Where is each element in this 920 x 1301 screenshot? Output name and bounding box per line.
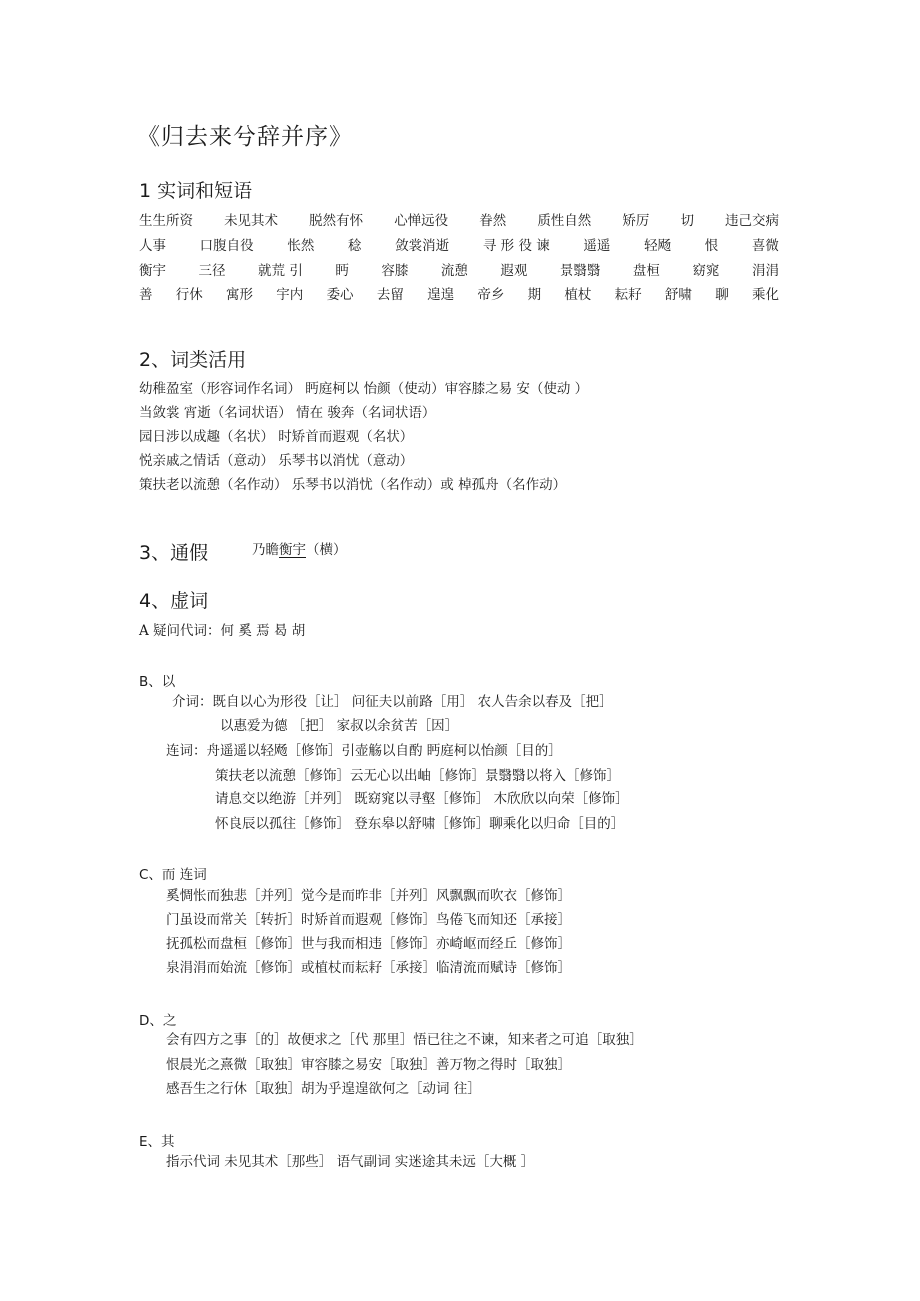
vocabulary-term: 遐观 — [500, 263, 528, 279]
vocabulary-term: 切 — [680, 213, 694, 229]
vocabulary-row — [139, 283, 779, 303]
usage-line: 策扶老以流憩［修饰］云无心以出岫［修饰］景翳翳以将入［修饰］ — [215, 768, 620, 784]
vocabulary-row — [139, 209, 779, 229]
vocabulary-term: 期 — [527, 287, 542, 303]
vocabulary-term: 喜微 — [751, 238, 779, 254]
usage-line: 泉涓涓而始流［修饰］或植杖而耘耔［承接］临清流而赋诗［修饰］ — [166, 960, 571, 976]
subsection-d-label: D、之 — [139, 1013, 177, 1029]
vocabulary-row — [139, 259, 779, 279]
vocabulary-term: 寓形 — [226, 287, 254, 303]
interrogative-pronouns-line: A 疑问代词：何 奚 焉 曷 胡 — [139, 623, 306, 639]
vocabulary-term: 舒啸 — [664, 287, 692, 303]
vocabulary-term: 敛裳消逝 — [395, 238, 450, 254]
usage-line: 以惠爱为德 ［把］ 家叔以余贫苦［因］ — [220, 718, 459, 734]
vocabulary-term: 窈窕 — [692, 263, 720, 279]
vocabulary-term: 怅然 — [287, 238, 315, 254]
usage-line: 怀良辰以孤往［修饰］ 登东皋以舒啸［修饰］聊乘化以归命［目的］ — [215, 816, 625, 832]
vocabulary-term: 三径 — [198, 263, 226, 279]
usage-line: 连词：舟遥遥以轻飏［修饰］引壶觞以自酌 眄庭柯以怡颜［目的］ — [166, 743, 562, 759]
part-of-speech-line: 策扶老以流憩（名作动） 乐琴书以消忧（名作动）或 棹孤舟（名作动） — [139, 477, 567, 493]
vocabulary-term: 恨 — [704, 238, 719, 254]
tongjia-underlined: 衡宇 — [279, 542, 306, 558]
vocabulary-term: 口腹自役 — [199, 238, 254, 254]
tongjia-example — [252, 540, 347, 560]
part-of-speech-line: 悦亲戚之情话（意动） 乐琴书以消忧（意动） — [139, 453, 414, 469]
usage-line: 恨晨光之熹微［取独］审容膝之易安［取独］善万物之得时［取独］ — [166, 1057, 571, 1073]
vocabulary-term: 脱然有怀 — [309, 213, 364, 229]
vocabulary-term: 眄 — [335, 263, 349, 279]
vocabulary-term: 委心 — [326, 287, 354, 303]
vocabulary-term: 宇内 — [276, 287, 304, 303]
part-of-speech-line: 幼稚盈室（形容词作名词） 眄庭柯以 怡颜（使动）审容膝之易 安（使动 ） — [139, 381, 589, 397]
vocabulary-term: 景翳翳 — [559, 263, 601, 279]
subsection-b-label: B、以 — [139, 674, 176, 690]
vocabulary-term: 生生所资 — [139, 213, 193, 229]
vocabulary-term: 遑遑 — [427, 287, 455, 303]
vocabulary-term: 遥遥 — [583, 238, 611, 254]
usage-line: 门虽设而常关［转折］时矫首而遐观［修饰］鸟倦飞而知还［承接］ — [166, 912, 571, 928]
vocabulary-term: 衡宇 — [139, 263, 166, 279]
part-of-speech-line: 当敛裳 宵逝（名词状语） 情在 骏奔（名词状语） — [139, 405, 436, 421]
vocabulary-term: 去留 — [376, 287, 404, 303]
vocabulary-term: 乘化 — [751, 287, 779, 303]
vocabulary-term: 心惮远役 — [394, 213, 449, 229]
usage-line: 会有四方之事［的］故便求之［代 那里］悟已往之不谏，知来者之可追［取独］ — [166, 1032, 643, 1048]
vocabulary-term: 违己交病 — [725, 213, 779, 229]
vocabulary-term: 涓涓 — [751, 263, 779, 279]
vocabulary-term: 容膝 — [381, 263, 409, 279]
vocabulary-term: 轻飏 — [644, 238, 672, 254]
subsection-c-label: C、而 连词 — [139, 867, 207, 883]
vocabulary-term: 就荒 引 — [258, 263, 303, 279]
usage-line: 介词：既自以心为形役［让］ 问征夫以前路［用］ 农人告余以春及［把］ — [172, 694, 613, 710]
usage-line: 指示代词 未见其术［那些］ 语气副词 实迷途其未远［大概 ］ — [166, 1154, 535, 1170]
section-1-heading: 1 实词和短语 — [139, 180, 253, 202]
vocabulary-term: 人事 — [139, 238, 166, 254]
vocabulary-term: 耘耔 — [614, 287, 642, 303]
vocabulary-term: 流憩 — [440, 263, 468, 279]
usage-line: 抚孤松而盘桓［修饰］世与我而相违［修饰］亦崎岖而经丘［修饰］ — [166, 936, 571, 952]
vocabulary-term: 植杖 — [564, 287, 592, 303]
vocabulary-term: 聊 — [715, 287, 729, 303]
part-of-speech-line: 园日涉以成趣（名状） 时矫首而遐观（名状） — [139, 429, 414, 445]
vocabulary-term: 行休 — [175, 287, 203, 303]
vocabulary-term: 未见其术 — [224, 213, 279, 229]
vocabulary-term: 帝乡 — [477, 287, 505, 303]
vocabulary-term: 稔 — [348, 238, 362, 254]
vocabulary-term: 眷然 — [479, 213, 507, 229]
section-4-heading: 4、虚词 — [139, 590, 209, 612]
vocabulary-term: 矫厉 — [622, 213, 650, 229]
tongjia-pre: 乃瞻 — [252, 542, 279, 558]
usage-line: 请息交以绝游［并列］ 既窈窕以寻壑［修饰］ 木欣欣以向荣［修饰］ — [215, 791, 629, 807]
subsection-e-label: E、其 — [139, 1134, 175, 1150]
section-3-heading: 3、通假 — [139, 542, 209, 564]
usage-line: 感吾生之行休［取独］胡为乎遑遑欲何之［动词 往］ — [166, 1081, 481, 1097]
usage-line: 奚惆怅而独悲［并列］觉今是而昨非［并列］风飘飘而吹衣［修饰］ — [166, 888, 571, 904]
section-2-heading: 2、词类活用 — [139, 349, 247, 371]
vocabulary-term: 盘桓 — [632, 263, 660, 279]
vocabulary-row — [139, 234, 779, 254]
tongjia-post: （横） — [306, 542, 347, 558]
page-title: 《归去来兮辞并序》 — [137, 124, 353, 150]
vocabulary-term: 质性自然 — [537, 213, 592, 229]
vocabulary-term: 善 — [139, 287, 153, 303]
vocabulary-term: 寻 形 役 谏 — [482, 238, 550, 254]
